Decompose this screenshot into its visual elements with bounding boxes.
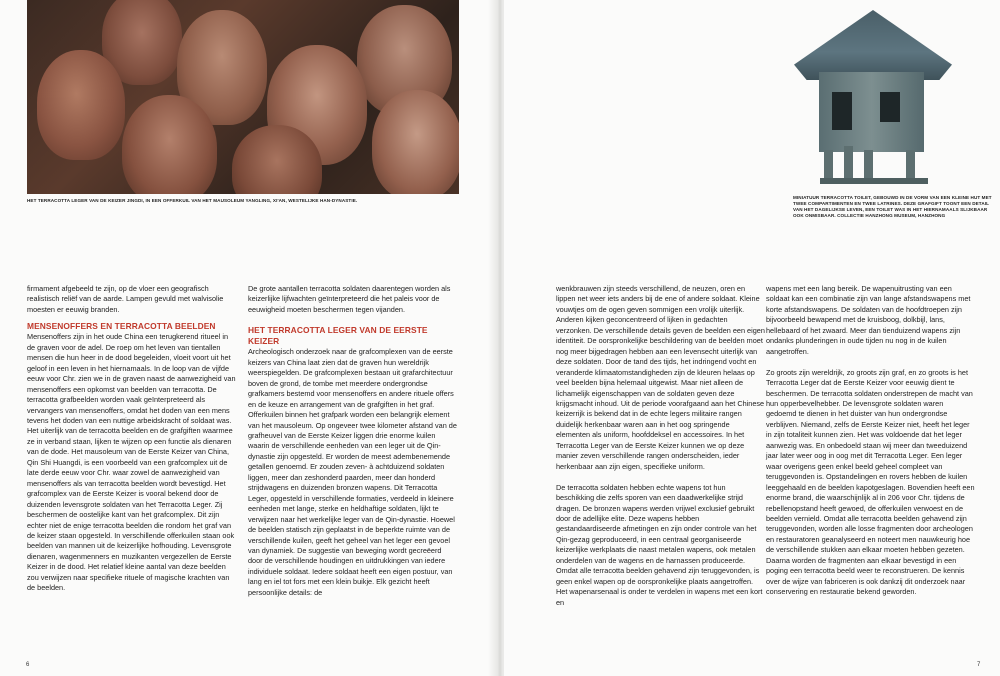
doorway xyxy=(880,92,900,122)
text-column-3 xyxy=(556,284,765,608)
paragraph: wenkbrauwen zijn steeds verschillend, de neuzen, oren en lippen net weer iets anders bij de ene of andere soldaat. Kleine vouwtjes om de ogen geven sommigen een vrolijk uiterlijk. Anderen kijken geconcentreerd of lijken in gedachten verzonken. De verschillende details geven de beelden een eigen identiteit. De oorspronkelijke beschildering van de beelden moet nog meer bijgedragen hebben aan een levensecht uiterlijk van deze soldaten. Door de tand des tijds, het indringend vocht en veranderde klimaatomstandigheden zijn de kleuren helaas op veel beelden bijna helemaal uitgewist. Maar niet alleen de lichamelijk eigenschappen van de soldaten geven deze krijgsmacht inhoud. Uit de periode voorafgaand aan het Chinese keizerrijk is bekend dat in de echte legers militaire rangen duidelijk herkenbaar waren aan in het oog springende elementen als uniform, hoofddeksel en accessoires. In het Terracotta Leger van de Eerste Keizer kunnen we op deze manier zeven verschillende rangen onderscheiden, ieder herkenbaar aan zijn eigen, specifieke uniform. xyxy=(556,284,765,471)
text-column-2 xyxy=(248,284,457,598)
terracotta-head xyxy=(122,95,217,194)
text-column-1 xyxy=(27,284,236,594)
paragraph: wapens met een lang bereik. De wapenuitrusting van een soldaat kan een combinatie zijn van lange afstandswapens met korte afstandswapens. De soldaten van de hoofdtroepen zijn bijvoorbeeld bewapend met de kruisboog, dolkbijl, lans, hellebaard of het zwaard. Meer dan tienduizend wapens zijn ondanks plunderingen in oude tijden nu nog in de kuilen aangetroffen. xyxy=(766,284,971,356)
text-column-4 xyxy=(766,284,975,598)
paragraph: Zo groots zijn wereldrijk, zo groots zijn graf, en zo groots is het Terracotta Leger dat de Eerste Keizer voor eeuwig dient te beschermen. De terracotta soldaten onderstrepen de macht van hun opperbevelhebber. De levensgrote soldaten waren gedoemd te dienen in het duister van hun ondergrondse verblijven. Niemand, zelfs de Eerste Keizer niet, heeft het leger in zijn totaliteit kunnen zien. Het was voldoende dat het leger aanwezig was. En onbedoeld staan wij meer dan tweeduizend jaar later weer oog in oog met dit Terracotta Leger. Een leger waar overigens geen enkel beeld geheel compleet van teruggevonden is. Opstandelingen en rovers hebben de kuilen leeggehaald en de beelden kapotgeslagen. Bovendien heeft een enorme brand, die waarschijnlijk al in 206 voor Chr. tijdens de rebellenopstand heeft gewoed, de offerkuilen verwoest en de beelden vernield. Omdat alle terracotta beelden gehavend zijn teruggevonden, worden alle losse fragmenten door archeologen en restauratoren geanalyseerd en noteert men nauwkeurig hoe de verschillende stukken aan elkaar moeten hebben gezeten. Daarna worden de fragmenten aan elkaar bevestigd in een poging een terracotta beeld weer te reconstrueren. De kennis over de wijze van fabriceren is ook dankzij dit onderzoek naar conservering en restauratie bekend geworden. xyxy=(766,367,975,597)
page-number: 6 xyxy=(26,662,30,668)
right-page xyxy=(504,0,1000,676)
paragraph: Archeologisch onderzoek naar de grafcomplexen van de eerste keizers van China laat zien dat de graven hun wereldrijk weerspiegelden. De grafcomplexen bestaan uit grafarchitectuur boven de grond, de tombe met meerdere ondergrondse grafkamers bestemd voor mensenoffers en andere rituele offers en de keuze en arrangement van de grafgiften in het graf. Offerkuilen binnen het grafpark worden een belangrijk element van het mausoleum. Op ongeveer twee kilometer afstand van de grafheuvel van de Eerste Keizer liggen drie enorme kuilen waarin de verschillende eenheden van een leger uit de Qin-dynastie zijn opgesteld. Er worden de meest adembenemende getallen genoemd. Er zouden zeven- à achtduizend soldaten liggen, meer dan zeshonderd paarden, meer dan honderd strijdwagens en duizenden bronzen wapens. Dit Terracotta Leger, opgesteld in verschillende formaties, verdeeld in kleinere eenheden met lange, sterke en heldhaftige soldaten, lijkt te verwijzen naar het werkelijke leger van de Qin-dynastie. Hoewel de beelden statisch zijn geplaatst in de beperkte ruimte van de verschillende kuilen, geeft het geheel van het leger een gevoel van dynamiek. De suggestie van beweging wordt gecreëerd door de verschillende houdingen en uitdrukkingen van iedere individuele soldaat. Iedere soldaat heeft een eigen postuur, van lang en iel tot fors met een klein buikje. Elk gezicht heeft persoonlijke details: de xyxy=(248,347,457,597)
section-heading: HET TERRACOTTA LEGER VAN DE EERSTE KEIZER xyxy=(248,325,428,347)
section-heading: MENSENOFFERS EN TERRACOTTA BEELDEN xyxy=(27,321,216,332)
terracotta-heads-photo xyxy=(27,0,459,194)
photo-caption: MINIATUUR TERRACOTTA TOILET, GEBOUWD IN DE VORM VAN EEN KLEINE HUT MET TWEE COMPARTIMENTEN EN TWEE LATRINES. DEZE GRAFGIFT TOONT EEN DETAIL VAN HET DAGELIJKSE LEVEN, EEN TOILET WAS IN HET HIERNAMAALS SLIJKBAAR OOK ONMISBAAR. COLLECTIE HANZHONG MUSEUM, HANZHONG xyxy=(793,195,992,218)
terracotta-toilet-model-photo xyxy=(784,0,968,190)
paragraph: firmament afgebeeld te zijn, op de vloer een geografisch realistisch reliëf van de aarde. Lampen gevuld met walvisolie moesten er eeuwig branden. xyxy=(27,284,224,314)
paragraph: De terracotta soldaten hebben echte wapens tot hun beschikking die zelfs sporen van een daadwerkelijke strijd dragen. De bronzen wapens werden vrijwel exclusief gebruikt door de adellijke elite. Deze wapens hebben gestandaardiseerde afmetingen en zijn onder controle van het Qin-gezag geproduceerd, in een centraal georganiseerde keizerlijke werkplaats die naast metalen wapens, ook metalen onderdelen van de wagens en de harnassen produceerde. Omdat alle terracotta beelden gehavend zijn teruggevonden, is geen enkel wapen op de oorspronkelijke plaats aangetroffen. Het wapenarsenaal is onder te verdelen in wapens met een kort en xyxy=(556,482,763,607)
terracotta-head xyxy=(37,50,125,160)
page-number: 7 xyxy=(977,662,981,668)
photo-caption: HET TERRACOTTA LEGER VAN DE KEIZER JINGDI, IN EEN OFFERKUIL VAN HET MAUSOLEUM YANGLING, XI'AN, WESTELIJKE HAN-DYNASTIE. xyxy=(27,198,358,203)
terracotta-head xyxy=(372,90,459,194)
paragraph: De grote aantallen terracotta soldaten daarentegen worden als keizerlijke lijfwachten geïnterpreteerd die het paleis voor de eeuwigheid moeten beschermen tegen vijanden. xyxy=(248,284,451,314)
doorway xyxy=(832,92,852,130)
paragraph: Mensenoffers zijn in het oude China een terugkerend ritueel in de graven voor de adel. De roep om het leven van tientallen mensen die hun heer in de dood begeleiden, vloeit voort uit het geloof in een leven in het hiernamaals. In de loop van de vijfde eeuw voor Chr. zien we in de graven naast de aanwezigheid van mensenoffers een opkomst van beelden van terracotta. De terracotta grafbeelden worden vaak geïnterpreteerd als vervangers van mensenoffers, omdat het doden van een mens tevens het doden van een nuttige arbeidskracht of soldaat was. Het uiterlijk van de terracotta beelden en de grafgiften waarmee ze in verband staan, lijken te wijzen op een functie als dienaren van de dode. Het mausoleum van de Eerste Keizer van China, Qin Shi Huangdi, is een voorbeeld van een grafcomplex uit de late derde eeuw voor Chr. waar zowel de aanwezigheid van mensenoffers als van terracotta beelden wordt bevestigd. Het grafcomplex van de Eerste Keizer is vooral bekend door de duizenden levensgrote soldaten van het Terracotta Leger. Zij beschermen de oostelijke kant van het grafcomplex. Dit zijn echter niet de enige terracotta beelden die rondom het graf van de keizer staan opgesteld. In verschillende offerkuilen staan ook beelden van mannen uit de keizerlijke hofhouding. Levensgrote dienaren, wagenmenners en muzikanten vergezellen de Eerste Keizer in de dood. Het relatief kleine aantal van deze beelden zou verwijzen naar specifieke rituele of magische krachten van de beelden. xyxy=(27,332,236,593)
roof xyxy=(794,10,952,80)
left-page xyxy=(0,0,496,676)
base-platform xyxy=(820,178,928,184)
stilt xyxy=(844,146,853,182)
